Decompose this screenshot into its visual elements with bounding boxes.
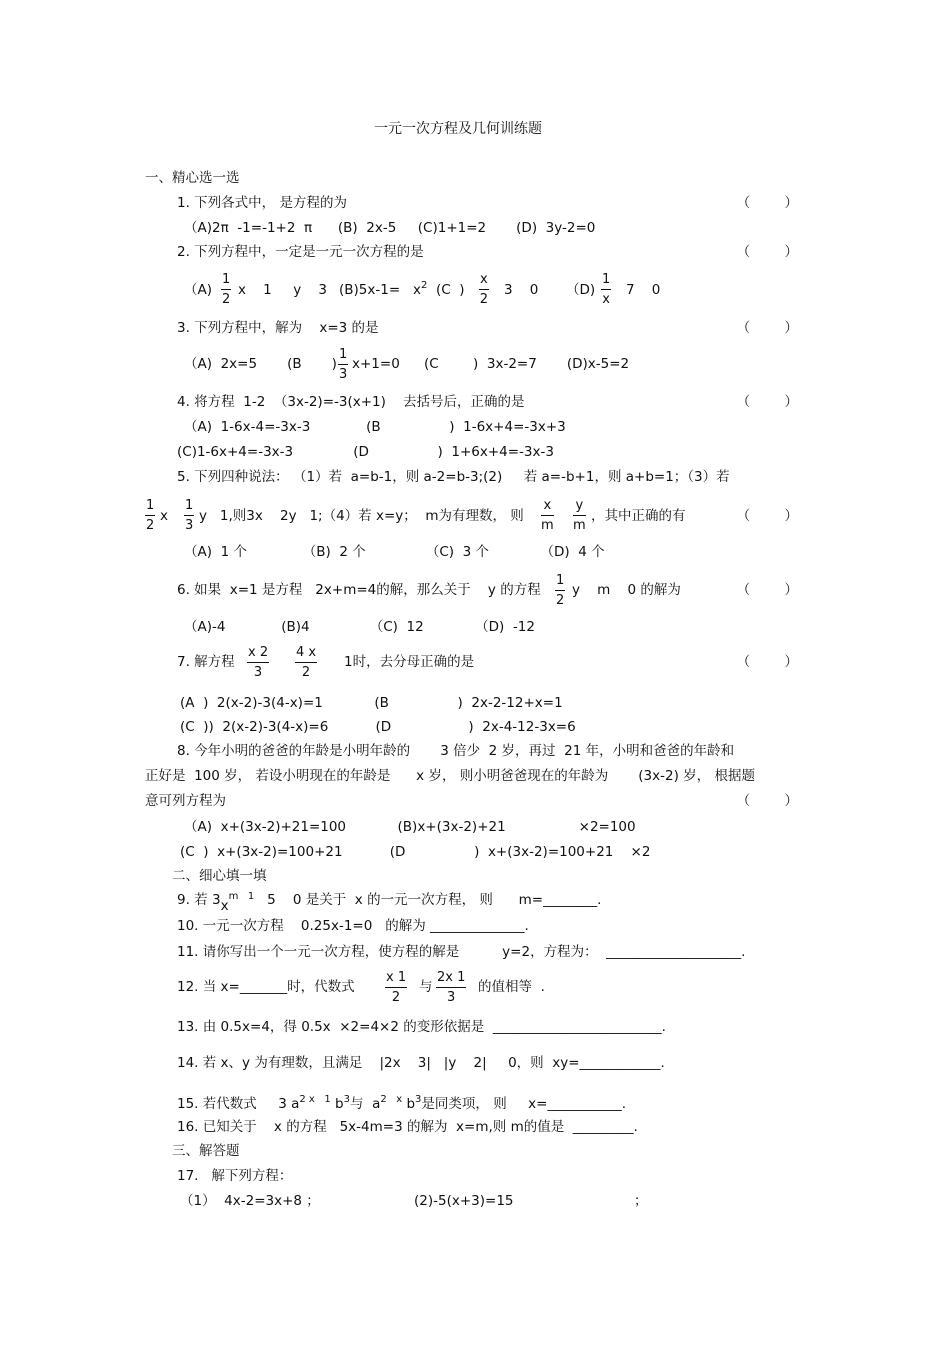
q17-stem: 17. 解下列方程：: [177, 1168, 293, 1184]
q10: 10. 一元一次方程 0.25x-1=0 的解为 ______________.: [177, 918, 529, 934]
q5-text: y 1,则3x 2y 1;（4）若 x=y； m为有理数， 则: [199, 508, 524, 524]
q16: 16. 已知关于 x 的方程 5x-4m=3 的解为 x=m,则 m的值是 _________.: [177, 1119, 638, 1135]
q8-line-2: 正好是 100 岁， 若设小明现在的年龄是 x 岁， 则小明爸爸现在的年龄为 (3x-2) 岁， 根据题: [145, 768, 755, 784]
q2-stem: 2. 下列方程中，一定是一元一次方程的是: [177, 244, 424, 260]
q2-option-b: $(B)5x-1= x^2$: [339, 280, 428, 298]
q2-option-d-label: （D): [566, 282, 596, 298]
answer-paren: （ ）: [736, 793, 798, 809]
answer-paren: （ ）: [736, 195, 798, 211]
q15: 15. 若代数式 3 $a^{2 x 1}$ $b^3$与 $a^{2 x}$ $b^3$是同类项， 则 x=___________.: [177, 1094, 627, 1112]
q8-options-cd: (C ) x+(3x-2)=100+21 (D ) x+(3x-2)=100+21 ×2: [180, 844, 651, 860]
q5-options: （A) 1 个 （B) 2 个 （C) 3 个 （D) 4 个: [184, 544, 605, 560]
q9: 9. 若 $3x^{m 1}$ 5 0 是关于 x 的一元一次方程， 则 m=________.: [177, 891, 602, 914]
q2-option-a-label: （A): [184, 282, 213, 298]
fraction: $\frac{y}{m}$: [573, 498, 586, 533]
q5-stem: 5. 下列四种说法： （1）若 a=b-1，则 a-2=b-3;(2) 若 a=-b+1，则 a+b=1；（3）若: [177, 469, 730, 485]
answer-paren: （ ）: [736, 320, 798, 336]
q8-line-1: 8. 今年小明的爸爸的年龄是小明年龄的 3 倍少 2 岁，再过 21 年，小明和爸爸的年龄和: [177, 743, 735, 759]
q17-part-1: （1） 4x-2=3x+8 ；: [180, 1193, 320, 1209]
section-heading-1: 一、精心选一选: [145, 170, 240, 186]
q8-options-ab: （A) x+(3x-2)+21=100 (B)x+(3x-2)+21 ×2=100: [184, 819, 636, 835]
q3-stem: 3. 下列方程中，解为 x=3 的是: [177, 320, 379, 336]
fraction: $\frac{1}{2}$: [146, 498, 155, 533]
q4-stem: 4. 将方程 1-2 （3x-2)=-3(x+1) 去括号后，正确的是: [177, 394, 525, 410]
fraction: $\frac{x}{2}$: [479, 272, 488, 307]
q11: 11. 请你写出一个一元一次方程，使方程的解是 y=2，方程为： ____________________.: [177, 944, 746, 960]
q2-option-c-rest: 3 0: [504, 282, 539, 298]
q17-part-2: (2)-5(x+3)=15: [414, 1193, 514, 1209]
answer-paren: （ ）: [736, 508, 798, 524]
q7-stem: 7. 解方程: [177, 654, 235, 670]
q4-options-ab: （A) 1-6x-4=-3x-3 (B ) 1-6x+4=-3x+3: [184, 419, 566, 435]
fraction: $\frac{x}{m}$: [541, 498, 554, 533]
fraction: $\frac{2x 1}{3}$: [437, 970, 466, 1005]
answer-paren: （ ）: [736, 394, 798, 410]
fraction: $\frac{1}{x}$: [602, 272, 611, 307]
q1-options: （A)2π -1=-1+2 π (B) 2x-5 (C)1+1=2 (D) 3y-2=0: [184, 220, 596, 236]
fraction: $\frac{x 2}{3}$: [248, 645, 269, 680]
fraction: $\frac{1}{3}$: [185, 498, 194, 533]
q3-options-ab: （A) 2x=5 (B ): [184, 356, 337, 372]
answer-paren: （ ）: [736, 244, 798, 260]
q8-line-3: 意可列方程为: [145, 793, 226, 809]
q14: 14. 若 x、y 为有理数，且满足 |2x 3| |y 2| 0，则 xy=____________.: [177, 1055, 665, 1071]
q1-stem: 1. 下列各式中， 是方程的为: [177, 195, 347, 211]
q13: 13. 由 0.5x=4，得 0.5x ×2=4×2 的变形依据是 _________________________.: [177, 1019, 666, 1035]
q12-text: 12. 当 x=_______时，代数式: [177, 979, 355, 995]
q5-text: x: [160, 508, 168, 524]
q3-option-b-rest: x+1=0: [352, 356, 400, 372]
q5-text: ，其中正确的有: [591, 508, 686, 524]
q6-stem: 6. 如果 x=1 是方程 2x+m=4的解，那么关于 y 的方程: [177, 582, 541, 598]
q2-option-c-label: (C ): [436, 282, 465, 298]
q2-option-d-rest: 7 0: [626, 282, 661, 298]
q17-part-2-end: ；: [634, 1193, 648, 1209]
page-title: 一元一次方程及几何训练题: [374, 121, 542, 137]
fraction: $\frac{4 x}{2}$: [296, 645, 317, 680]
fraction: $\frac{1}{2}$: [556, 573, 565, 608]
fraction: $\frac{1}{3}$: [339, 347, 348, 382]
fraction: $\frac{1}{2}$: [222, 272, 231, 307]
q12-text: 与: [419, 979, 433, 995]
answer-paren: （ ）: [736, 582, 798, 598]
q7-stem: 1时，去分母正确的是: [344, 654, 475, 670]
q3-options-cd: (C ) 3x-2=7 (D)x-5=2: [424, 356, 630, 372]
fraction: $\frac{x 1}{2}$: [386, 970, 407, 1005]
answer-paren: （ ）: [736, 654, 798, 670]
section-heading-2: 二、细心填一填: [172, 868, 267, 884]
q2-option-a-rest: x 1 y 3: [238, 282, 327, 298]
q6-options: （A)-4 (B)4 （C) 12 （D) -12: [184, 619, 535, 635]
q4-options-cd: (C)1-6x+4=-3x-3 (D ) 1+6x+4=-3x-3: [177, 444, 554, 460]
q6-stem: y m 0 的解为: [572, 582, 681, 598]
section-heading-3: 三、解答题: [172, 1143, 240, 1159]
q7-options-ab: (A ) 2(x-2)-3(4-x)=1 (B ) 2x-2-12+x=1: [180, 695, 563, 711]
q12-text: 的值相等 .: [478, 979, 545, 995]
q7-options-cd: (C )) 2(x-2)-3(4-x)=6 (D ) 2x-4-12-3x=6: [180, 719, 576, 735]
